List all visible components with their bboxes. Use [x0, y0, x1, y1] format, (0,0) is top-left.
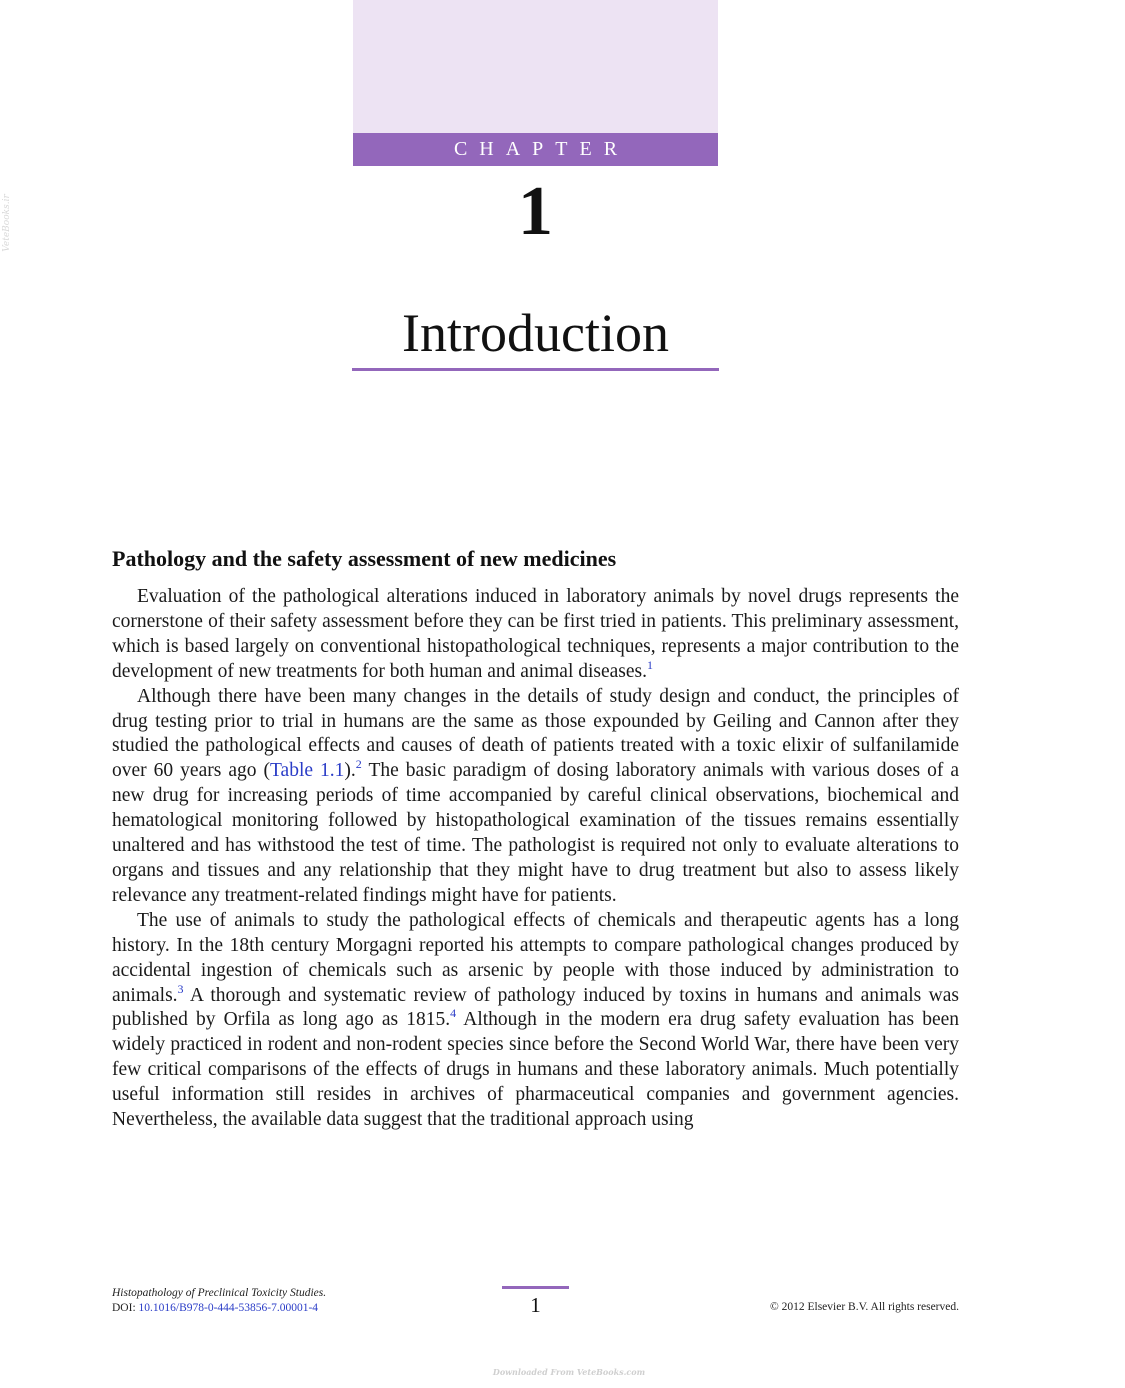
paragraph-2 [112, 685, 959, 909]
paragraph-3 [112, 909, 959, 1133]
bottom-watermark: Downloaded From VeteBooks.com [492, 1367, 646, 1377]
paragraph-3-text-c: Although in the modern era drug safety evaluation has been widely practiced in rodent and non-rodent species since before the Second World War, there have been very few critical comparisons of the effects of drugs in humans and these laboratory animals. Much potentially useful information still resides in archives of pharmaceutical companies and government agencies. Nevertheless, the available data suggest that the traditional approach using [112, 1009, 960, 1131]
side-watermark: VeteBooks.ir [1, 194, 12, 252]
footer-doi [112, 1301, 326, 1316]
paragraph-2-text-b: ). [344, 760, 356, 782]
footer-citation [112, 1286, 326, 1316]
chapter-number: 1 [518, 173, 553, 250]
footnote-ref-4[interactable]: 4 [450, 1006, 457, 1021]
title-underline [352, 368, 719, 371]
footer-page-rule [502, 1286, 569, 1289]
footer-page-number: 1 [530, 1293, 541, 1317]
footnote-ref-2[interactable]: 2 [355, 757, 362, 772]
footnote-ref-1[interactable]: 1 [647, 657, 654, 672]
paragraph-1 [112, 585, 959, 685]
section-heading: Pathology and the safety assessment of new medicines [112, 546, 617, 571]
paragraph-1-text: Evaluation of the pathological alterations induced in laboratory animals by novel drugs represents the cornerstone of their safety assessment before they can be first tried in patients. This preliminary assessment, which is based largely on conventional histopathological techniques, represents a major contribution to the development of new treatments for both human and animal diseases. [112, 586, 959, 682]
footnote-ref-3[interactable]: 3 [177, 981, 184, 996]
footer-book-title: Histopathology of Preclinical Toxicity Studies. [112, 1287, 327, 1299]
table-link[interactable]: Table 1.1 [270, 760, 345, 782]
body-text [112, 585, 959, 1133]
paragraph-3-text-b: A thorough and systematic review of pathology induced by toxins in humans and animals was published by Orfila as long ago as 1815. [112, 984, 959, 1031]
chapter-header-box [353, 0, 718, 133]
doi-label: DOI: [112, 1302, 136, 1314]
paragraph-2-text-a: Although there have been many changes in the details of study design and conduct, the principles of drug testing prior to trial in humans are the same as those expounded by Geiling and Cannon after they studied the pathological effects and causes of death of patients treated with a toxic elixir of sulfanilamide over 60 years ago ( [112, 685, 959, 782]
chapter-title: Introduction [402, 303, 669, 363]
chapter-label: CHAPTER [353, 133, 718, 166]
paragraph-2-text-c: The basic paradigm of dosing laboratory animals with various doses of a new drug for increasing periods of time accompanied by careful clinical observations, biochemical and hematological monitoring followed by histopathological examination of the tissues remains essentially unaltered and has withstood the test of time. The pathologist is required not only to evaluate alterations to organs and tissues and any relationship that they might have to drug treatment but also to assess likely relevance any treatment-related findings might have for patients. [112, 760, 959, 906]
paragraph-3-text-a: The use of animals to study the pathological effects of chemicals and therapeutic agents has a long history. In the 18th century Morgagni reported his attempts to compare pathological changes produced by accidental ingestion of chemicals such as arsenic by people with those induced by administration to animals. [112, 909, 959, 1006]
doi-link[interactable]: 10.1016/B978-0-444-53856-7.00001-4 [138, 1302, 319, 1314]
footer-copyright: © 2012 Elsevier B.V. All rights reserved. [770, 1301, 959, 1313]
